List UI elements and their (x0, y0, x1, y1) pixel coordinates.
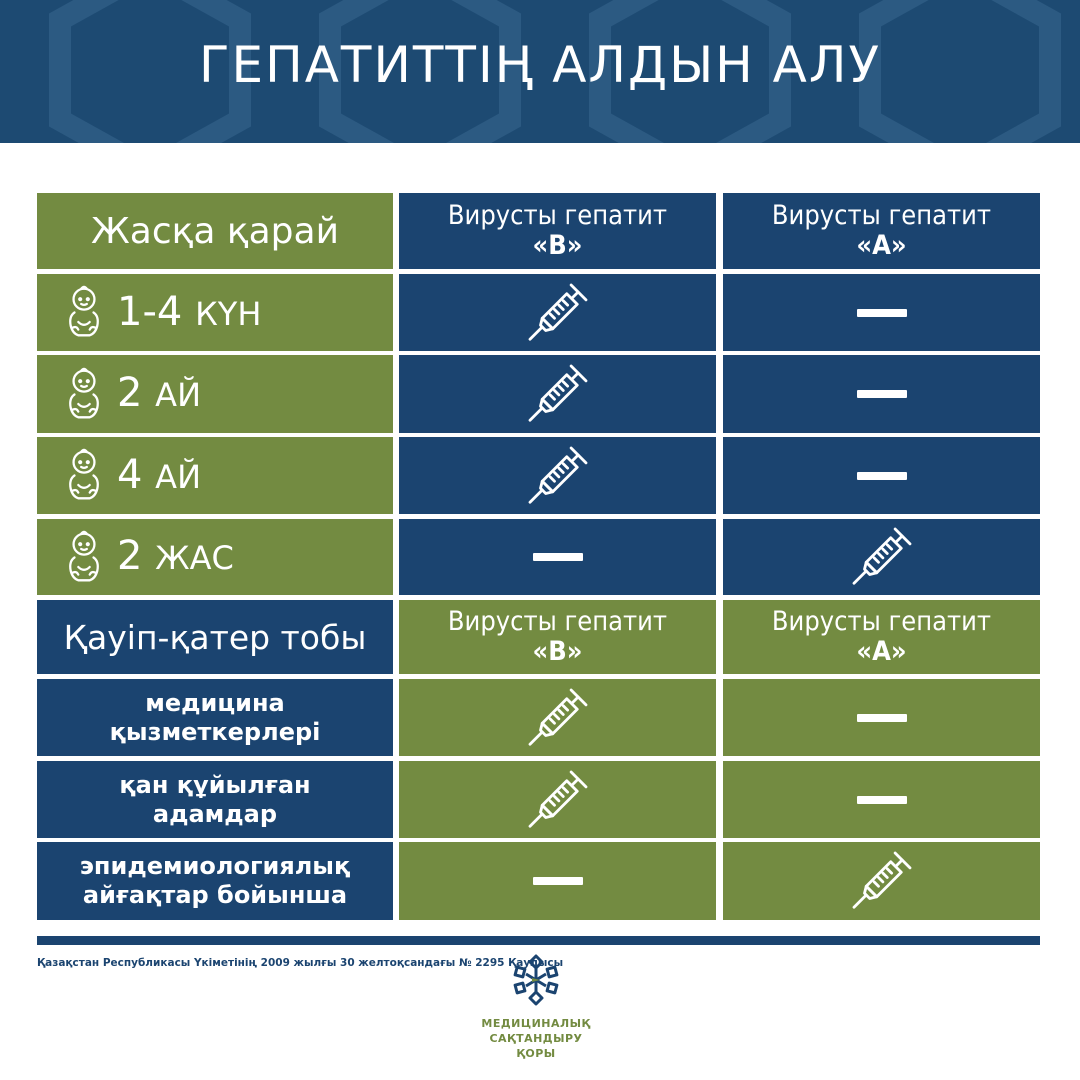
col-a-title: Вирусты гепатит (771, 606, 992, 637)
dash-icon (857, 390, 907, 398)
col-a-letter: «А» (856, 636, 907, 667)
col-b-title: Вирусты гепатит (447, 606, 668, 637)
footnote: Қазақстан Республикасы Үкіметінің 2009 жылғы 30 желтоқсандағы № 2295 Қаулысы (37, 957, 564, 969)
syringe-icon (523, 278, 593, 348)
risk-row-3-a (723, 842, 1040, 920)
age-number: 2 (117, 370, 143, 416)
logo-line-3: ҚОРЫ (516, 1047, 556, 1060)
page-title: ГЕПАТИТТІҢ АЛДЫН АЛУ (199, 36, 881, 94)
age-heading: Жасқа қарай (91, 210, 339, 252)
dash-icon (857, 796, 907, 804)
syringe-icon (523, 765, 593, 835)
syringe-icon (523, 441, 593, 511)
risk-label-line1: эпидемиологиялық (79, 852, 351, 880)
age-row-4-b (399, 519, 716, 595)
age-heading-cell (37, 193, 393, 269)
age-number: 2 (117, 533, 143, 579)
col-a-letter: «А» (856, 230, 907, 261)
baby-icon (65, 529, 103, 586)
risk-row-2-a (723, 761, 1040, 838)
syringe-icon (847, 846, 917, 916)
risk-label-line1: медицина (145, 688, 285, 717)
dash-icon (857, 472, 907, 480)
age-unit: КҮН (195, 294, 262, 333)
fund-logo-icon (508, 952, 564, 1008)
risk-label-line1: қан құйылған (119, 770, 311, 799)
logo-line-1: МЕДИЦИНАЛЫҚ (481, 1017, 591, 1030)
dash-icon (533, 553, 583, 561)
age-row-3-b (399, 437, 716, 514)
dash-icon (533, 877, 583, 885)
footer-divider (37, 936, 1040, 945)
risk-row-1-b (399, 679, 716, 756)
col-b-title: Вирусты гепатит (447, 200, 668, 231)
age-row-3-a (723, 437, 1040, 514)
header-banner (0, 0, 1080, 143)
age-row-4-a (723, 519, 1040, 595)
risk-row-2 (37, 761, 393, 838)
age-number: 4 (117, 451, 143, 498)
syringe-icon (847, 522, 917, 592)
logo-line-2: САҚТАНДЫРУ (489, 1032, 583, 1045)
age-number: 1-4 (117, 288, 183, 335)
age-row-2-b (399, 355, 716, 433)
baby-icon (65, 447, 103, 504)
age-row-2-a (723, 355, 1040, 433)
risk-heading: Қауіп-қатер тобы (63, 617, 367, 657)
dash-icon (857, 309, 907, 317)
baby-icon (65, 366, 103, 423)
risk-row-3 (37, 842, 393, 920)
col-b-letter: «В» (532, 230, 583, 261)
syringe-icon (523, 683, 593, 753)
risk-label-line2: айғақтар бойынша (82, 881, 348, 909)
age-unit: АЙ (155, 376, 201, 414)
age-row-3 (37, 437, 393, 514)
age-unit: ЖАС (155, 539, 234, 577)
age-row-1-b (399, 274, 716, 351)
age-row-1 (37, 274, 393, 351)
risk-row-2-b (399, 761, 716, 838)
risk-col-a-header (723, 600, 1040, 674)
risk-row-3-b (399, 842, 716, 920)
age-row-4 (37, 519, 393, 595)
col-a-title: Вирусты гепатит (771, 200, 992, 231)
syringe-icon (523, 359, 593, 429)
baby-icon (65, 284, 103, 341)
fund-logo-text (460, 1016, 612, 1061)
risk-heading-cell (37, 600, 393, 674)
age-row-2 (37, 355, 393, 433)
risk-label-line2: қызметкерлері (109, 717, 321, 746)
age-row-1-a (723, 274, 1040, 351)
age-col-a-header (723, 193, 1040, 269)
risk-label-line2: адамдар (152, 799, 278, 828)
col-b-letter: «В» (532, 636, 583, 667)
risk-row-1 (37, 679, 393, 756)
dash-icon (857, 714, 907, 722)
age-unit: АЙ (155, 457, 201, 496)
risk-row-1-a (723, 679, 1040, 756)
risk-col-b-header (399, 600, 716, 674)
age-col-b-header (399, 193, 716, 269)
